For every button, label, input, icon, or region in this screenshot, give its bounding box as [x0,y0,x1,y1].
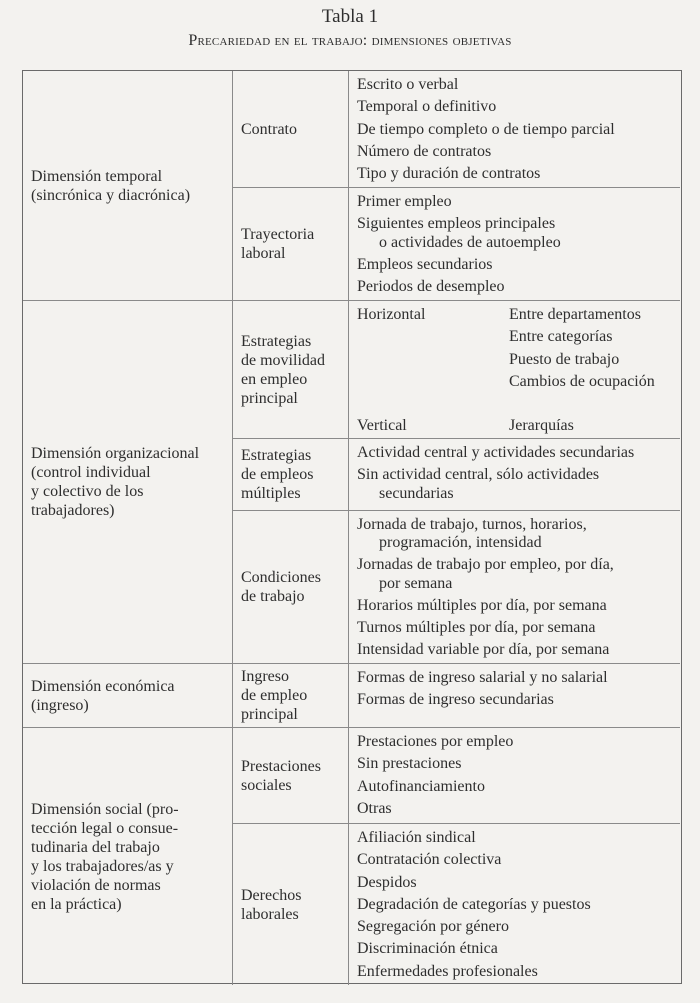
subdimension-label-line: laboral [241,245,286,262]
indicator-list [348,187,680,300]
indicator-item [357,595,680,617]
indicator-item [357,798,680,820]
mobility-vertical-items [509,415,574,437]
indicator-text: Intensidad variable por día, por semana [357,641,610,659]
indicator-text: Enfermedades profesionales [357,962,538,980]
indicator-item [357,514,680,552]
indicator-item [357,731,680,753]
subdimension-label-line: sociales [241,776,292,794]
dimension-label [23,663,232,727]
dimension-label-line: (control individual [31,464,151,481]
indicator-text: Contratación colectiva [357,851,502,869]
subdimension-label [232,187,348,300]
indicator-item [357,938,680,960]
subdimension-label-line: Ingreso [241,668,289,685]
dimension-label-line: Dimensión organizacional [31,445,200,462]
indicator-text: Afiliación sindical [357,829,476,846]
indicator-item [357,689,680,711]
subdimension-label-line: Trayectoria [241,226,315,243]
indicator-text: Segregación por género [357,918,509,936]
indicator-text: Actividad central y actividades secundarias [357,444,635,461]
indicator-continuation: por semana [379,574,453,592]
indicator-text: Sin actividad central, sólo actividades [357,466,600,484]
indicator-item [357,849,680,871]
subdimension-label-line: principal [241,389,298,407]
indicator-list [348,727,680,823]
precariedad-table [22,70,682,984]
subdimension-label-line: de empleos [241,466,314,483]
subdimension-label-line: Prestaciones [241,757,321,775]
indicator-list [348,663,680,727]
subdimension-label-line: de trabajo [241,588,305,605]
dimension-label-line: trabajadores) [31,502,115,519]
indicator-text: Jornadas de trabajo por empleo, por día, [357,556,614,574]
dimension-label-line: violación de normas [31,876,161,894]
dimension-label-line: y colectivo de los [31,483,144,500]
subdimension-label-line: en empleo [241,370,308,388]
mobility-horizontal-label: Horizontal [357,306,426,323]
indicator-text: Escrito o verbal [357,76,459,93]
mobility-horizontal-items [509,304,655,393]
indicator-item [357,894,680,916]
subdimension-label-line: principal [241,706,298,723]
indicator-item [357,617,680,639]
indicator-text: Empleos secundarios [357,255,493,273]
subdimension-label-line: de movilidad [241,351,325,369]
indicator-text: Tipo y duración de contratos [357,165,541,183]
indicator-list [348,71,680,187]
subdimension-label [232,300,348,438]
indicator-list [348,823,680,985]
subdimension-label [232,71,348,187]
indicator-text: Autofinanciamiento [357,777,485,795]
indicator-item [357,96,680,118]
indicator-text: Formas de ingreso salarial y no salarial [357,669,608,686]
indicator-item [357,753,680,775]
indicator-text: Sin prestaciones [357,755,462,773]
subdimension-label [232,510,348,663]
table-title: Tabla 1 [321,6,379,27]
subdimension-label [232,823,348,985]
mobility-vertical-label: Vertical [357,417,407,434]
subdimension-label-line: Condiciones [241,569,321,586]
indicator-item [357,213,680,251]
indicator-text: Periodos de desempleo [357,277,505,295]
subdimension-label-line: Estrategias [241,332,312,350]
indicator-continuation: secundarias [379,484,454,502]
dimension-label-line: Dimensión social (pro- [31,800,179,818]
indicator-item [357,119,680,141]
mobility-item: Cambios de ocupación [509,372,655,390]
indicator-item [357,776,680,798]
subdimension-label-line: múltiples [241,485,301,502]
dimension-label-line: Dimensión económica [31,677,175,695]
indicator-item [357,667,680,689]
dimension-label-line: tección legal o consue- [31,819,179,837]
dimension-label-line: Dimensión temporal [31,167,163,185]
indicator-text: Formas de ingreso secundarias [357,691,554,709]
indicator-item [357,639,680,661]
dimension-label [23,71,232,300]
dimension-label-line: (ingreso) [31,696,89,714]
indicator-text: Primer empleo [357,193,452,210]
indicator-list [348,510,680,663]
dimension-label-line: (sincrónica y diacrónica) [31,186,191,204]
indicator-item [357,554,680,592]
indicator-item [357,872,680,894]
mobility-item: Puesto de trabajo [509,350,620,368]
indicator-list [348,300,680,438]
subdimension-label-line: Estrategias [241,447,312,464]
dimension-label-line: en la práctica) [31,895,122,913]
mobility-item: Jerarquías [509,417,574,434]
indicator-text: Temporal o definitivo [357,98,497,116]
subdimension-label-line: Derechos [241,886,302,904]
indicator-continuation: programación, intensidad [379,534,542,552]
dimension-label [23,300,232,663]
indicator-text: Otras [357,799,392,817]
indicator-text: Número de contratos [357,142,492,160]
indicator-item [357,141,680,163]
indicator-item [357,916,680,938]
mobility-item: Entre departamentos [509,306,641,323]
indicator-list [348,438,680,510]
indicator-item [357,74,680,96]
indicator-text: Despidos [357,873,417,891]
indicator-text: Prestaciones por empleo [357,733,514,750]
dimension-label-line: tudinaria del trabajo [31,838,160,856]
indicator-text: Discriminación étnica [357,940,498,958]
indicator-text: Siguientes empleos principales [357,215,556,233]
subdimension-label [232,663,348,727]
indicator-item [357,276,680,298]
dimension-label [23,727,232,985]
indicator-item [357,254,680,276]
table-subtitle: Precariedad en el trabajo: dimensiones objetivas [188,32,512,49]
indicator-text: Jornada de trabajo, turnos, horarios, [357,516,587,533]
dimension-label-line: y los trabajadores/as y [31,857,174,875]
indicator-text: Horarios múltiples por día, por semana [357,596,607,614]
subdimension-label-line: Contrato [241,120,297,138]
indicator-item [357,827,680,849]
indicator-continuation: o actividades de autoempleo [379,233,561,251]
subdimension-label-line: de empleo [241,687,308,704]
indicator-text: De tiempo completo o de tiempo parcial [357,120,615,138]
indicator-item [357,464,680,502]
indicator-item [357,163,680,185]
indicator-text: Degradación de categorías y puestos [357,895,591,913]
subdimension-label-line: laborales [241,905,299,923]
indicator-item [357,442,680,464]
mobility-item: Entre categorías [509,328,613,346]
indicator-item [357,191,680,213]
subdimension-label [232,727,348,823]
indicator-item [357,961,680,983]
subdimension-label [232,438,348,510]
indicator-text: Turnos múltiples por día, por semana [357,618,596,636]
